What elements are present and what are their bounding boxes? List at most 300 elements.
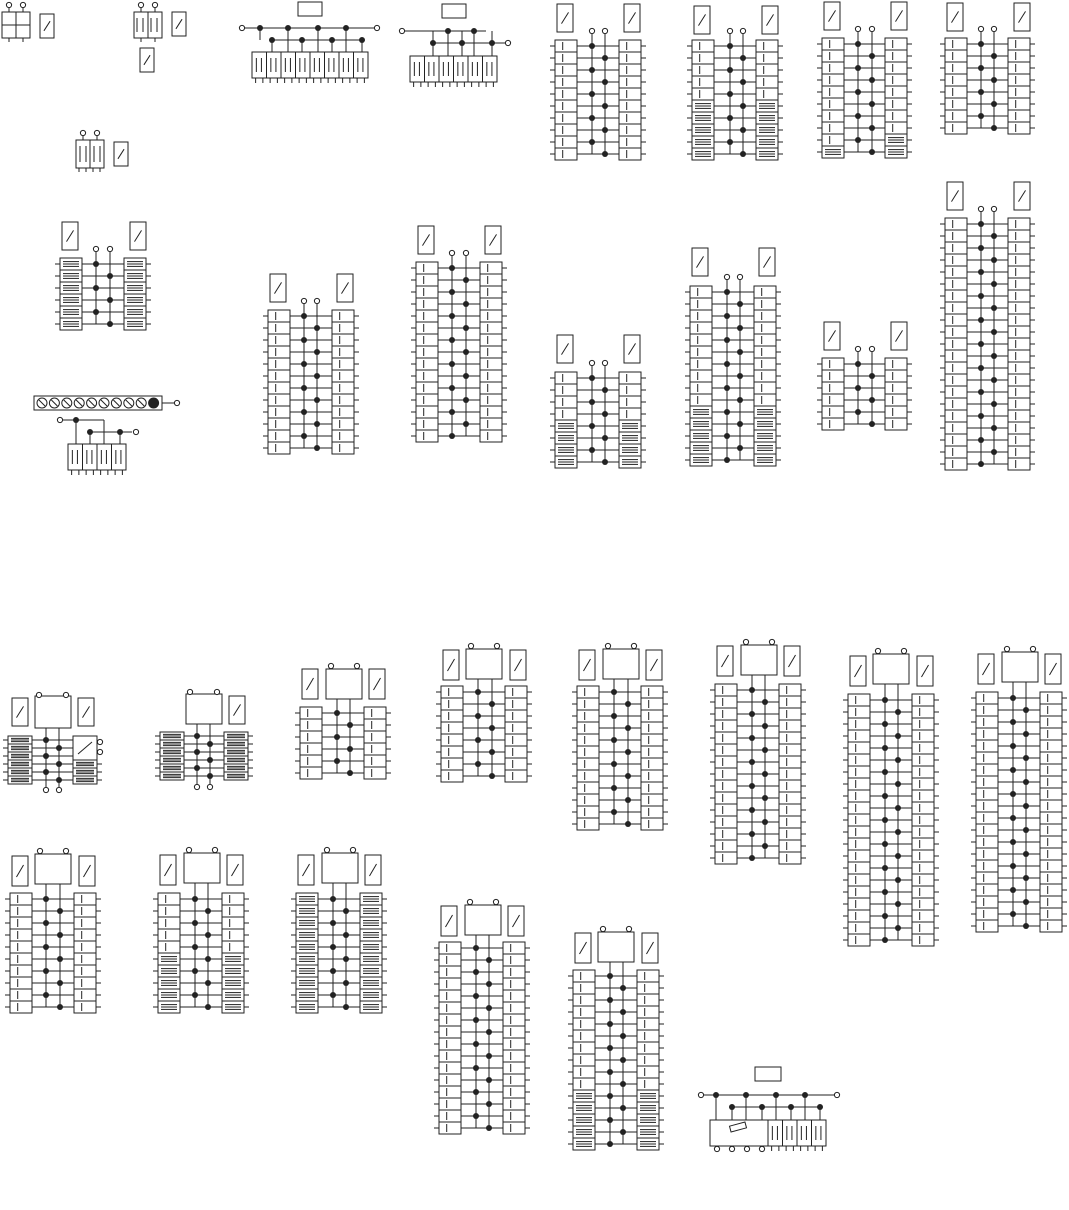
terminal-cell xyxy=(339,52,354,78)
junction-dot-icon xyxy=(473,1041,479,1047)
junction-dot-icon xyxy=(724,361,730,367)
junction-dot-icon xyxy=(737,349,743,355)
terminal-cell xyxy=(332,418,354,430)
junction-dot-icon xyxy=(607,1045,613,1051)
junction-dot-icon xyxy=(625,821,631,827)
terminal-cell xyxy=(912,934,934,946)
junction-dot-icon xyxy=(895,781,901,787)
relay-module xyxy=(685,248,781,466)
junction-dot-icon xyxy=(978,41,984,47)
terminal-cell xyxy=(74,965,96,977)
terminal-cell xyxy=(505,734,527,746)
terminal-cell xyxy=(1040,740,1062,752)
junction-dot-icon xyxy=(602,127,608,133)
relay-coil-icon xyxy=(1002,652,1038,682)
relay-coil-icon xyxy=(741,645,777,675)
junction-dot-icon xyxy=(489,725,495,731)
terminal-cell xyxy=(480,370,502,382)
junction-dot-icon xyxy=(620,985,626,991)
terminal-cell xyxy=(364,731,386,743)
open-terminal-icon xyxy=(6,2,11,7)
terminal-cell xyxy=(756,40,778,52)
terminal-cell xyxy=(97,444,112,470)
fuse-switch-icon xyxy=(40,14,54,38)
terminal-cell xyxy=(441,686,463,698)
open-terminal-icon xyxy=(869,26,874,31)
fuse-switch-icon xyxy=(418,226,434,254)
terminal-cell xyxy=(754,346,776,358)
terminal-cell xyxy=(439,954,461,966)
terminal-cell xyxy=(848,886,870,898)
junction-dot-icon xyxy=(895,877,901,883)
junction-dot-icon xyxy=(602,411,608,417)
terminal-cell xyxy=(715,780,737,792)
junction-dot-icon xyxy=(589,139,595,145)
junction-dot-icon xyxy=(194,765,200,771)
terminal-cell xyxy=(364,719,386,731)
terminal-cell xyxy=(1008,422,1030,434)
terminal-cell xyxy=(690,298,712,310)
terminal-cell xyxy=(577,746,599,758)
label-box xyxy=(442,4,466,18)
open-terminal-icon xyxy=(626,926,631,931)
terminal-block-icon xyxy=(885,358,912,430)
junction-dot-icon xyxy=(589,115,595,121)
fuse-switch-icon xyxy=(140,48,154,72)
junction-dot-icon xyxy=(882,697,888,703)
terminal-cell xyxy=(976,848,998,860)
terminal-cell xyxy=(268,430,290,442)
terminal-cell xyxy=(976,800,998,812)
terminal-cell xyxy=(439,1098,461,1110)
junction-dot-icon xyxy=(589,91,595,97)
terminal-block-icon xyxy=(252,52,368,83)
junction-dot-icon xyxy=(489,701,495,707)
junction-dot-icon xyxy=(991,77,997,83)
junction-dot-icon xyxy=(991,53,997,59)
junction-dot-icon xyxy=(895,805,901,811)
fuse-switch-icon xyxy=(1014,182,1030,210)
junction-dot-icon xyxy=(301,433,307,439)
terminal-cell xyxy=(822,50,844,62)
junction-dot-icon xyxy=(895,901,901,907)
terminal-block-icon xyxy=(754,286,781,466)
junction-dot-icon xyxy=(749,687,755,693)
relay-module xyxy=(155,689,253,789)
fuse-switch-icon xyxy=(302,669,318,699)
terminal-cell xyxy=(281,52,296,78)
terminal-cell xyxy=(641,806,663,818)
junction-dot-icon xyxy=(93,285,99,291)
junction-dot-icon xyxy=(330,944,336,950)
terminal-block-icon xyxy=(155,732,184,780)
terminal-cell xyxy=(416,334,438,346)
terminal-cell xyxy=(976,764,998,776)
junction-dot-icon xyxy=(602,459,608,465)
junction-dot-icon xyxy=(602,435,608,441)
junction-dot-icon xyxy=(1023,707,1029,713)
junction-dot-icon xyxy=(1010,743,1016,749)
junction-dot-icon xyxy=(473,945,479,951)
terminal-cell xyxy=(1008,386,1030,398)
terminal-block-icon xyxy=(843,694,870,946)
junction-dot-icon xyxy=(611,785,617,791)
junction-dot-icon xyxy=(463,421,469,427)
terminal-cell xyxy=(715,792,737,804)
junction-dot-icon xyxy=(343,932,349,938)
terminal-cell xyxy=(715,804,737,816)
terminal-cell xyxy=(555,372,577,384)
terminal-cell xyxy=(692,76,714,88)
terminal-cell xyxy=(912,826,934,838)
fuse-switch-icon xyxy=(557,335,573,363)
terminal-cell xyxy=(416,286,438,298)
junction-dot-icon xyxy=(749,783,755,789)
terminal-cell xyxy=(332,394,354,406)
junction-dot-icon xyxy=(762,795,768,801)
junction-dot-icon xyxy=(737,301,743,307)
terminal-cell xyxy=(912,838,934,850)
junction-dot-icon xyxy=(611,761,617,767)
terminal-cell xyxy=(441,746,463,758)
junction-dot-icon xyxy=(334,710,340,716)
terminal-cell xyxy=(779,816,801,828)
terminal-cell xyxy=(945,122,967,134)
terminal-cell xyxy=(1040,836,1062,848)
terminal-cell xyxy=(439,1110,461,1122)
terminal-cell xyxy=(885,38,907,50)
terminal-cell xyxy=(912,790,934,802)
terminal-cell xyxy=(74,941,96,953)
open-terminal-icon xyxy=(63,848,68,853)
fuse-switch-icon xyxy=(270,274,286,302)
terminal-cell xyxy=(945,422,967,434)
open-terminal-icon xyxy=(463,250,468,255)
junction-dot-icon xyxy=(330,992,336,998)
junction-dot-icon xyxy=(1023,803,1029,809)
junction-dot-icon xyxy=(205,908,211,914)
terminal-cell xyxy=(555,148,577,160)
relay-module xyxy=(295,663,391,779)
terminal-cell xyxy=(637,1066,659,1078)
fuse-switch-icon xyxy=(850,656,866,686)
terminal-cell xyxy=(555,124,577,136)
terminal-cell xyxy=(441,722,463,734)
terminal-cell xyxy=(976,884,998,896)
junction-dot-icon xyxy=(740,55,746,61)
open-terminal-icon xyxy=(57,417,62,422)
terminal-cell xyxy=(439,1002,461,1014)
terminal-cell xyxy=(945,386,967,398)
terminal-cell xyxy=(74,977,96,989)
fuse-switch-icon xyxy=(1045,654,1061,684)
terminal-cell xyxy=(74,893,96,905)
junction-dot-icon xyxy=(347,746,353,752)
terminal-cell xyxy=(503,1014,525,1026)
terminal-cell xyxy=(885,74,907,86)
junction-dot-icon xyxy=(192,968,198,974)
junction-dot-icon xyxy=(330,896,336,902)
terminal-cell xyxy=(976,836,998,848)
terminal-cell xyxy=(439,1062,461,1074)
relay-coil-icon xyxy=(873,654,909,684)
terminal-cell xyxy=(573,1042,595,1054)
terminal-block-icon xyxy=(817,358,844,430)
junction-dot-icon xyxy=(43,920,49,926)
junction-dot-icon xyxy=(991,101,997,107)
terminal-cell xyxy=(945,446,967,458)
terminal-cell xyxy=(822,122,844,134)
terminal-cell xyxy=(1008,266,1030,278)
junction-dot-icon xyxy=(1023,899,1029,905)
terminal-cell xyxy=(779,684,801,696)
relay-module xyxy=(263,274,359,454)
terminal-cell xyxy=(754,334,776,346)
terminal-cell xyxy=(416,358,438,370)
terminal-cell xyxy=(754,370,776,382)
junction-dot-icon xyxy=(869,373,875,379)
terminal-block-icon xyxy=(756,40,783,160)
terminal-cell xyxy=(848,814,870,826)
terminal-cell xyxy=(848,874,870,886)
terminal-cell xyxy=(1040,704,1062,716)
fuse-switch-icon xyxy=(443,650,459,680)
terminal-cell xyxy=(715,720,737,732)
fuse-switch-icon xyxy=(172,12,186,36)
terminal-cell xyxy=(885,418,907,430)
junction-dot-icon xyxy=(1023,731,1029,737)
fuse-switch-icon xyxy=(692,248,708,276)
junction-dot-icon xyxy=(991,449,997,455)
terminal-cell xyxy=(754,310,776,322)
open-terminal-icon xyxy=(449,250,454,255)
junction-dot-icon xyxy=(882,745,888,751)
fuse-switch-icon xyxy=(947,3,963,31)
terminal-cell xyxy=(364,755,386,767)
terminal-cell xyxy=(848,910,870,922)
junction-dot-icon xyxy=(882,913,888,919)
terminal-cell xyxy=(754,298,776,310)
terminal-cell xyxy=(364,707,386,719)
terminal-cell xyxy=(416,346,438,358)
screw xyxy=(149,398,159,408)
terminal-cell xyxy=(715,744,737,756)
terminal-cell xyxy=(300,755,322,767)
junction-dot-icon xyxy=(620,1009,626,1015)
junction-dot-icon xyxy=(301,337,307,343)
terminal-cell xyxy=(912,874,934,886)
fuse-switch-icon xyxy=(824,2,840,30)
junction-dot-icon xyxy=(737,325,743,331)
terminal-cell xyxy=(416,406,438,418)
junction-dot-icon xyxy=(489,749,495,755)
junction-dot-icon xyxy=(855,65,861,71)
open-terminal-icon xyxy=(20,2,25,7)
terminal-cell xyxy=(690,346,712,358)
terminal-cell xyxy=(573,982,595,994)
terminal-cell xyxy=(439,1026,461,1038)
junction-dot-icon xyxy=(449,313,455,319)
junction-dot-icon xyxy=(314,373,320,379)
terminal-block-icon xyxy=(410,56,497,87)
junction-dot-icon xyxy=(991,281,997,287)
open-terminal-icon xyxy=(493,899,498,904)
junction-dot-icon xyxy=(1023,923,1029,929)
terminal-block-icon xyxy=(940,218,967,470)
fuse-switch-icon xyxy=(12,856,28,886)
terminal-block-icon xyxy=(568,970,595,1150)
terminal-block-icon xyxy=(572,686,599,830)
terminal-cell xyxy=(822,418,844,430)
relay-coil-icon xyxy=(465,905,501,935)
terminal-cell xyxy=(503,1086,525,1098)
terminal-cell xyxy=(300,767,322,779)
junction-dot-icon xyxy=(895,853,901,859)
terminal-cell xyxy=(364,767,386,779)
junction-dot-icon xyxy=(855,361,861,367)
terminal-cell xyxy=(555,52,577,64)
terminal-cell xyxy=(1008,62,1030,74)
junction-dot-icon xyxy=(724,385,730,391)
terminal-cell xyxy=(641,722,663,734)
junction-dot-icon xyxy=(93,309,99,315)
terminal-cell xyxy=(945,314,967,326)
junction-dot-icon xyxy=(486,1077,492,1083)
terminal-cell xyxy=(641,698,663,710)
junction-dot-icon xyxy=(205,956,211,962)
fuse-switch-icon xyxy=(508,906,524,936)
terminal-cell xyxy=(641,710,663,722)
junction-dot-icon xyxy=(1010,887,1016,893)
junction-dot-icon xyxy=(1010,719,1016,725)
junction-dot-icon xyxy=(107,321,113,327)
open-terminal-icon xyxy=(467,899,472,904)
terminal-cell xyxy=(848,802,870,814)
terminal-cell xyxy=(641,794,663,806)
terminal-cell xyxy=(619,52,641,64)
terminal-cell xyxy=(912,766,934,778)
junction-dot-icon xyxy=(43,992,49,998)
open-terminal-icon xyxy=(855,346,860,351)
junction-dot-icon xyxy=(449,289,455,295)
terminal-cell xyxy=(268,406,290,418)
junction-dot-icon xyxy=(882,721,888,727)
junction-dot-icon xyxy=(978,221,984,227)
open-terminal-icon xyxy=(740,28,745,33)
open-terminal-icon xyxy=(214,689,219,694)
fuse-switch-icon xyxy=(114,142,128,166)
terminal-cell xyxy=(812,1120,827,1146)
terminal-cell xyxy=(779,708,801,720)
terminal-cell xyxy=(332,310,354,322)
terminal-cell xyxy=(555,88,577,100)
fuse-switch-icon xyxy=(646,650,662,680)
terminal-cell xyxy=(1008,350,1030,362)
junction-dot-icon xyxy=(625,773,631,779)
junction-dot-icon xyxy=(463,373,469,379)
open-terminal-icon xyxy=(602,360,607,365)
junction-dot-icon xyxy=(347,722,353,728)
terminal-cell xyxy=(945,86,967,98)
junction-dot-icon xyxy=(589,447,595,453)
screw-terminal-icon xyxy=(34,396,162,410)
terminal-cell xyxy=(945,302,967,314)
terminal-cell xyxy=(637,994,659,1006)
terminal-cell xyxy=(768,1120,783,1146)
terminal-cell xyxy=(690,322,712,334)
fuse-switch-icon xyxy=(762,6,778,34)
terminal-cell xyxy=(555,64,577,76)
terminal-cell xyxy=(912,742,934,754)
junction-dot-icon xyxy=(473,1113,479,1119)
fuse-switch-icon xyxy=(485,226,501,254)
terminal-block-icon xyxy=(505,686,532,782)
terminal-block-icon xyxy=(971,692,998,932)
terminal-cell xyxy=(912,814,934,826)
terminal-cell xyxy=(945,62,967,74)
terminal-cell xyxy=(779,780,801,792)
junction-dot-icon xyxy=(205,980,211,986)
terminal-cell xyxy=(885,370,907,382)
terminal-cell xyxy=(885,382,907,394)
terminal-cell xyxy=(480,406,502,418)
terminal-cell xyxy=(945,434,967,446)
terminal-cell xyxy=(134,12,148,38)
junction-dot-icon xyxy=(724,289,730,295)
terminal-cell xyxy=(332,322,354,334)
terminal-cell xyxy=(619,64,641,76)
junction-dot-icon xyxy=(607,1141,613,1147)
open-terminal-icon xyxy=(324,847,329,852)
junction-dot-icon xyxy=(762,819,768,825)
junction-dot-icon xyxy=(991,257,997,263)
terminal-block-icon xyxy=(940,38,967,134)
terminal-cell xyxy=(555,100,577,112)
open-terminal-icon xyxy=(698,1092,703,1097)
terminal-block-icon xyxy=(1008,218,1035,470)
terminal-cell xyxy=(715,756,737,768)
terminal-cell xyxy=(945,50,967,62)
open-terminal-icon xyxy=(727,28,732,33)
junction-dot-icon xyxy=(991,377,997,383)
terminal-block-icon xyxy=(332,310,359,454)
junction-dot-icon xyxy=(347,770,353,776)
terminal-cell xyxy=(945,338,967,350)
terminal-cell xyxy=(454,56,469,82)
terminal-cell xyxy=(885,394,907,406)
terminal-cell xyxy=(848,730,870,742)
terminal-cell xyxy=(822,110,844,122)
junction-dot-icon xyxy=(43,753,49,759)
terminal-cell xyxy=(573,1030,595,1042)
terminal-cell xyxy=(1008,338,1030,350)
terminal-cell xyxy=(848,706,870,718)
terminal-cell xyxy=(690,334,712,346)
junction-dot-icon xyxy=(727,115,733,121)
terminal-cell xyxy=(268,346,290,358)
terminal-cell xyxy=(976,728,998,740)
terminal-cell xyxy=(1008,122,1030,134)
open-terminal-icon xyxy=(605,643,610,648)
terminal-cell xyxy=(505,710,527,722)
relay-module xyxy=(568,926,664,1150)
terminal-cell xyxy=(503,1062,525,1074)
terminal-cell xyxy=(1040,896,1062,908)
terminal-cell xyxy=(637,1042,659,1054)
open-terminal-icon xyxy=(194,784,199,789)
terminal-cell xyxy=(1008,38,1030,50)
junction-dot-icon xyxy=(205,1004,211,1010)
